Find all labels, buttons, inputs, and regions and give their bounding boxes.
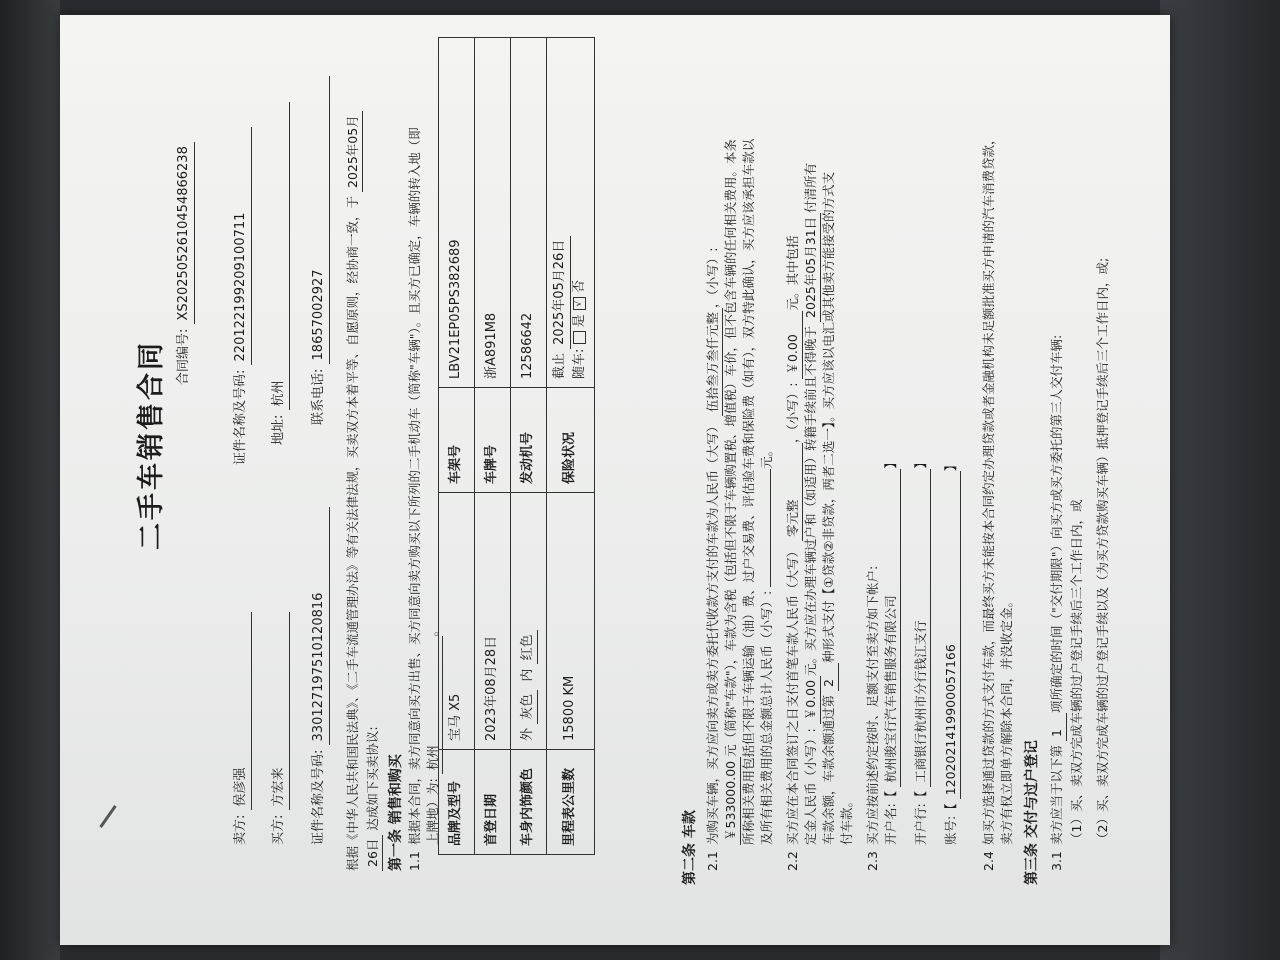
address-label: 地址: — [271, 414, 286, 445]
phone-label: 联系电话: — [311, 368, 326, 425]
desk-surface-left — [0, 0, 60, 960]
table-row — [511, 38, 547, 855]
contract-number-value: XS2025052610454866238 — [175, 142, 195, 324]
clause-1-1-line-2: 上牌地）为: 杭州。 — [424, 15, 443, 845]
bank-row: 开户行:【 工商银行杭州市分行钱江支行】 — [912, 15, 931, 845]
contract-number-label: 合同编号: — [176, 328, 191, 385]
reg-date-value: 2023年08月28日 — [475, 493, 511, 750]
intro-date-day: 26日 — [364, 835, 383, 871]
intro-date-month: 2025年05月 — [344, 111, 363, 192]
address-value: 杭州 — [270, 102, 290, 410]
table-row — [547, 38, 595, 855]
account-name: 杭州骏宝行汽车销售服务有限公司 — [882, 469, 901, 787]
clause-2-1-line-3: 所称相关费用包括但不限于车辆运输（油）费、过户交易费、评估验车费和保险费（如有），双方特此确认，买方应该承担车款以 — [741, 138, 756, 845]
first-payment-words: 零元整 — [784, 443, 803, 541]
first-payment-amount: ￥0.00 — [784, 311, 803, 379]
buyer-row — [270, 612, 290, 845]
seller-name: 侯彦强 — [232, 612, 252, 810]
table-row — [439, 38, 475, 855]
payment-deadline: 2025年05月31日 — [802, 213, 821, 322]
checkbox-yes-label: 是 — [571, 314, 587, 328]
seller-label: 卖方: — [233, 814, 248, 845]
buyer-name: 方宏来 — [270, 612, 290, 810]
contract-number — [175, 142, 195, 385]
clause-2-4-line-1: 2.4如买方选择通过贷款的方式支付车款，而最终买方未能按本合同约定办理贷款或者金融机构未足额批准买方申请的汽车消费贷款， — [981, 132, 996, 871]
insurance-label: 保险状况 — [547, 388, 595, 493]
account-number-row: 账号:【 1202021419900057166】 — [942, 15, 961, 845]
seller-id: 220122199209100711 — [232, 127, 252, 365]
price-amount: ￥533000.00 — [722, 757, 741, 845]
clause-2-1-line-4: 及所有相关费用的总金额总计人民币（小写）: 元。 — [759, 443, 774, 845]
clause-1-1-line-1: 1.1根据本合同，卖方同意向买方出售、买方同意向卖方购买以下所列的二手机动车（简称"车辆"）。且买方已确定，车辆的转入地（即 — [407, 127, 422, 871]
clause-2-2-line-3: 车款余额，车款余额通过第 2种形式支付【①贷款②非贷款，两者二选一】。买方应该以电汇或其他卖方能接受的方式支 — [820, 15, 839, 845]
address-row — [270, 102, 290, 445]
table-row — [475, 38, 511, 855]
payment-method-choice: 2 — [820, 663, 839, 691]
seller-id-label: 证件名称及号码: — [233, 369, 248, 465]
seller-id-row — [232, 127, 252, 465]
brand-label: 品牌及型号 — [439, 750, 475, 855]
clause-2-2-line-2: 定金人民币（小写）: ￥0.00元。买方应在办理车辆过户和（如适用）转籍手续前且不得晚于 2025年05月31日付清所有 — [802, 15, 821, 845]
color-value: 外 灰色 内 红色 — [511, 493, 547, 750]
clause-2-1-line-1: 2.1为购买车辆，买方应向卖方或卖方委托代收款方支付的车款为人民币（大写） 伍拾叁万叁仟元整，（小写）: — [704, 21, 723, 871]
clause-3-1-line-1: 3.1卖方应当于以下第 1项所确定的时间（"交付期限"）向买方或买方委托的第三人交付车辆: — [1048, 21, 1067, 871]
clause-2-2-line-1: 2.2买方应在本合同签订之日支付首笔车款人民币（大写） 零元整，（小写）: ￥0.00元。其中包括 — [784, 21, 803, 871]
vin-value: LBV21EP05PS382689 — [439, 38, 475, 388]
plate-value: 浙A891M8 — [475, 38, 511, 388]
buyer-id-row — [310, 507, 330, 845]
vehicle-table — [438, 37, 595, 855]
contract-title: 二手车销售合同 — [136, 340, 167, 550]
clause-2-1-line-2: ￥533000.00元（简称"车款"），车款为含税（包括但不限于车辆购置税、增值税）车价，但不包含车辆的任何相关费用。本条 — [722, 15, 741, 845]
desk-surface-right — [1160, 0, 1280, 960]
clause-3-1-option-1: （1）买、卖双方完成车辆的过户登记手续后三个工作日内，或 — [1069, 499, 1084, 845]
buyer-id-label: 证件名称及号码: — [311, 749, 326, 845]
intro-line-1: 根据《中华人民共和国民法典》、《二手车流通管理办法》等有关法律法规，买卖双方本着平等、自愿原则，经协商一致，于 2025年05月 — [344, 21, 363, 871]
plate-label: 车牌号 — [475, 388, 511, 493]
phone-value: 18657002927 — [310, 76, 330, 364]
account-name-row: 开户名:【 杭州骏宝行汽车销售服务有限公司】 — [882, 15, 901, 845]
checkbox-no: √ — [573, 297, 586, 310]
clause-2-4-line-2: 卖方有权立即单方解除本合同，并没收定金。 — [999, 594, 1014, 845]
reg-date-label: 首登日期 — [475, 750, 511, 855]
registration-city: 杭州 — [424, 636, 443, 774]
clause-3-1-option-2: （2）买、卖双方完成车辆的过户登记手续以及（为买方贷款购买车辆）抵押登记手续后三个工作日内，或; — [1095, 257, 1110, 845]
article-1-heading: 第一条 销售和购买 — [388, 754, 404, 871]
article-3-heading: 第三条 交付与过户登记 — [1024, 740, 1040, 885]
seller-row — [232, 612, 252, 845]
insurance-value: 截止 2025年05月26日 随车: 是 √ 否 — [547, 38, 595, 388]
contract-sheet — [60, 15, 1170, 945]
inner-color: 红色 — [519, 630, 539, 664]
account-number: 1202021419900057166 — [942, 471, 961, 799]
delivery-choice: 1 — [1048, 713, 1067, 741]
checkbox-no-label: 否 — [571, 280, 587, 294]
mileage-value: 15800 KM — [547, 493, 595, 750]
outer-color: 灰色 — [519, 690, 539, 724]
engine-value: 12586642 — [511, 38, 547, 388]
color-label: 车身内饰颜色 — [511, 750, 547, 855]
vin-label: 车架号 — [439, 388, 475, 493]
intro-line-2: 26日 达成如下买卖协议: — [364, 21, 383, 871]
price-in-words: 伍拾叁万叁仟元整 — [704, 308, 723, 416]
buyer-id: 330127197510120816 — [310, 507, 330, 745]
bank-name: 工商银行杭州市分行钱江支行 — [912, 469, 931, 787]
brand-value: 宝马 X5 — [439, 493, 475, 750]
checkbox-yes — [573, 331, 586, 344]
deposit-amount: ￥0.00 — [802, 676, 821, 724]
mileage-label: 里程表公里数 — [547, 750, 595, 855]
clause-2-2-line-4: 付车款。 — [839, 794, 854, 845]
article-2-heading: 第二条 车款 — [682, 810, 698, 885]
total-amount-blank — [770, 469, 771, 587]
pen-mark — [99, 805, 116, 828]
contract-page — [120, 15, 1170, 885]
insurance-until: 2025年05月26日 — [551, 236, 571, 349]
phone-row — [310, 76, 330, 425]
engine-label: 发动机号 — [511, 388, 547, 493]
clause-2-3-line-1: 2.3买方应按前述约定按时、足额支付至卖方如下帐户: — [865, 565, 880, 871]
buyer-label: 买方: — [271, 814, 286, 845]
